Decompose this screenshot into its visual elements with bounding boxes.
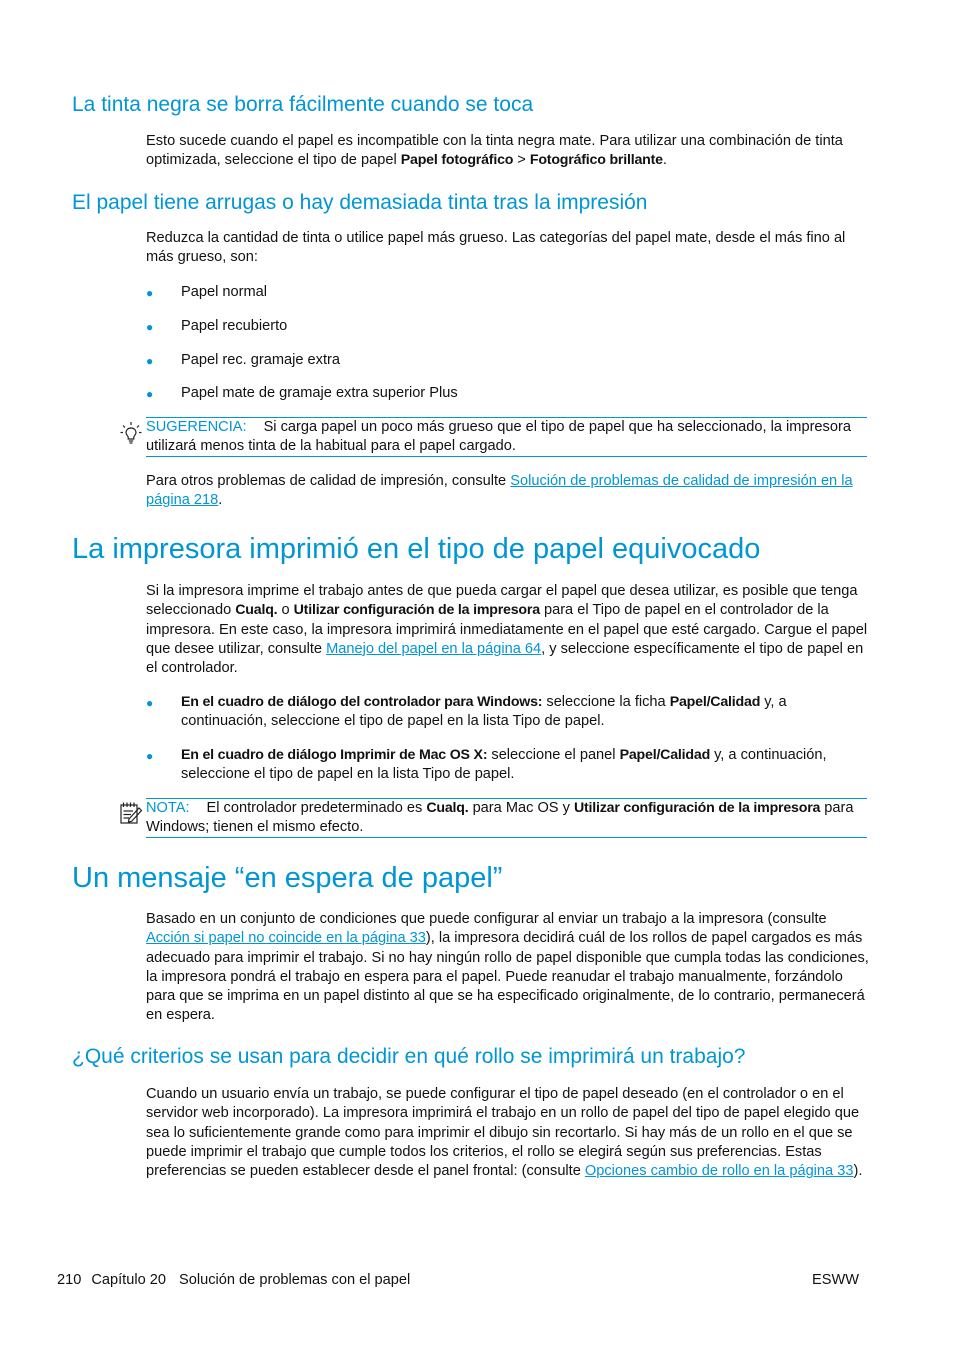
- tip-bottom-rule: [146, 456, 867, 457]
- heading-wrong-paper-type: La impresora imprimió en el tipo de papel equivocado: [72, 533, 761, 565]
- lightbulb-icon: [120, 421, 142, 445]
- page-number: 210: [57, 1272, 82, 1288]
- bullet-dot: ●: [146, 387, 154, 401]
- note-bottom-rule: [146, 837, 867, 838]
- bullet-dot: ●: [146, 696, 154, 710]
- heading-roll-criteria: ¿Qué criterios se usan para decidir en qué rollo se imprimirá un trabajo?: [72, 1045, 746, 1068]
- paragraph-black-ink: Esto sucede cuando el papel es incompatible con la tinta negra mate. Para utilizar una combinación de tinta optimizada, seleccione el tipo de papel Papel fotográfico > Fotográfico brillante.: [146, 133, 843, 169]
- tip-text: SUGERENCIA: Si carga papel un poco más grueso que el tipo de papel que ha seleccionado, la impresora utilizará menos tinta de la habitual para el papel cargado.: [146, 419, 851, 455]
- heading-waiting-for-paper: Un mensaje “en espera de papel”: [72, 862, 503, 894]
- paragraph-roll-criteria: Cuando un usuario envía un trabajo, se puede configurar el tipo de papel deseado (en el controlador o en el servidor web incorporado). La impresora imprimirá el trabajo en un rollo de papel del tipo de papel elegido que sea lo suficientemente grande como para imprimir el dibujo sin recortarlo. Si hay más de un rollo en el que se puede imprimir el trabajo que cumple todos los criterios, el rollo se elegirá según sus preferencias. Estas preferencias se pueden establecer desde el panel frontal: (consulte Opciones cambio de rollo en la página 33).: [146, 1086, 863, 1180]
- bullet-dot: ●: [146, 320, 154, 334]
- bullet-dot: ●: [146, 354, 154, 368]
- heading-paper-wrinkled: El papel tiene arrugas o hay demasiada tinta tras la impresión: [72, 191, 648, 214]
- list-item: Papel normal: [181, 284, 267, 300]
- list-item: Papel rec. gramaje extra: [181, 352, 340, 368]
- link-paper-handling[interactable]: Manejo del papel en la página 64: [326, 640, 542, 657]
- notepad-icon: [119, 801, 143, 825]
- list-item: Papel mate de gramaje extra superior Plus: [181, 385, 458, 401]
- note-text: NOTA: El controlador predeterminado es Cualq. para Mac OS y Utilizar configuración de la impresora para Windows; tienen el mismo efecto.: [146, 800, 854, 836]
- chapter-label: Capítulo 20: [91, 1272, 167, 1288]
- list-item-windows: En el cuadro de diálogo del controlador para Windows: seleccione la ficha Papel/Calidad y, a continuación, seleccione el tipo de papel en la lista Tipo de papel.: [181, 694, 787, 730]
- list-item-mac: En el cuadro de diálogo Imprimir de Mac OS X: seleccione el panel Papel/Calidad y, a continuación, seleccione el tipo de papel en la lista Tipo de papel.: [181, 747, 827, 783]
- note-label: NOTA:: [146, 800, 190, 816]
- page-footer: [57, 1272, 410, 1288]
- bullet-dot: ●: [146, 286, 154, 300]
- link-roll-switching[interactable]: Opciones cambio de rollo en la página 33: [584, 1163, 854, 1180]
- chapter-title: Solución de problemas con el papel: [179, 1272, 411, 1288]
- footer-locale: ESWW: [812, 1272, 860, 1288]
- paragraph-wrong-paper: Si la impresora imprime el trabajo antes de que pueda cargar el papel que desea utilizar, es posible que tenga seleccionado Cualq. o Utilizar configuración de la impresora para el Tipo de papel en el controlador de la impresora. En este caso, la impresora imprimirá inmediatamente en el papel que esté cargado. Cargue el papel que desee utilizar, consulte Manejo del papel en la página 64, y seleccione específicamente el tipo de papel en el controlador.: [146, 583, 868, 677]
- link-paper-mismatch[interactable]: Acción si papel no coincide en la página 33: [146, 930, 426, 947]
- paragraph-waiting: Basado en un conjunto de condiciones que puede configurar al enviar un trabajo a la impresora (consulte Acción si papel no coincide en la página 33), la impresora decidirá cuál de los rollos de papel cargados es más adecuado para imprimir el trabajo. Si no hay ningún rollo de papel disponible que cumpla todas las condiciones, la impresora pondrá el trabajo en espera para el papel. Puede reanudar el trabajo manualmente, forzándolo para que se imprima en un papel distinto al que se ha especificado originalmente, de lo contrario, permanecerá en espera.: [146, 911, 869, 1024]
- list-item: Papel recubierto: [181, 318, 288, 334]
- tip-label: SUGERENCIA:: [146, 419, 247, 435]
- link-print-quality[interactable]: Solución de problemas de calidad de impresión en la página 218: [146, 473, 853, 509]
- heading-black-ink-smears: La tinta negra se borra fácilmente cuando se toca: [72, 93, 534, 116]
- bullet-dot: ●: [146, 749, 154, 763]
- paragraph-paper-intro: Reduzca la cantidad de tinta o utilice papel más grueso. Las categorías del papel mate, desde el más fino al más grueso, son:: [146, 230, 846, 266]
- paragraph-more-problems: Para otros problemas de calidad de impresión, consulte Solución de problemas de calidad de impresión en la página 218.: [146, 473, 853, 509]
